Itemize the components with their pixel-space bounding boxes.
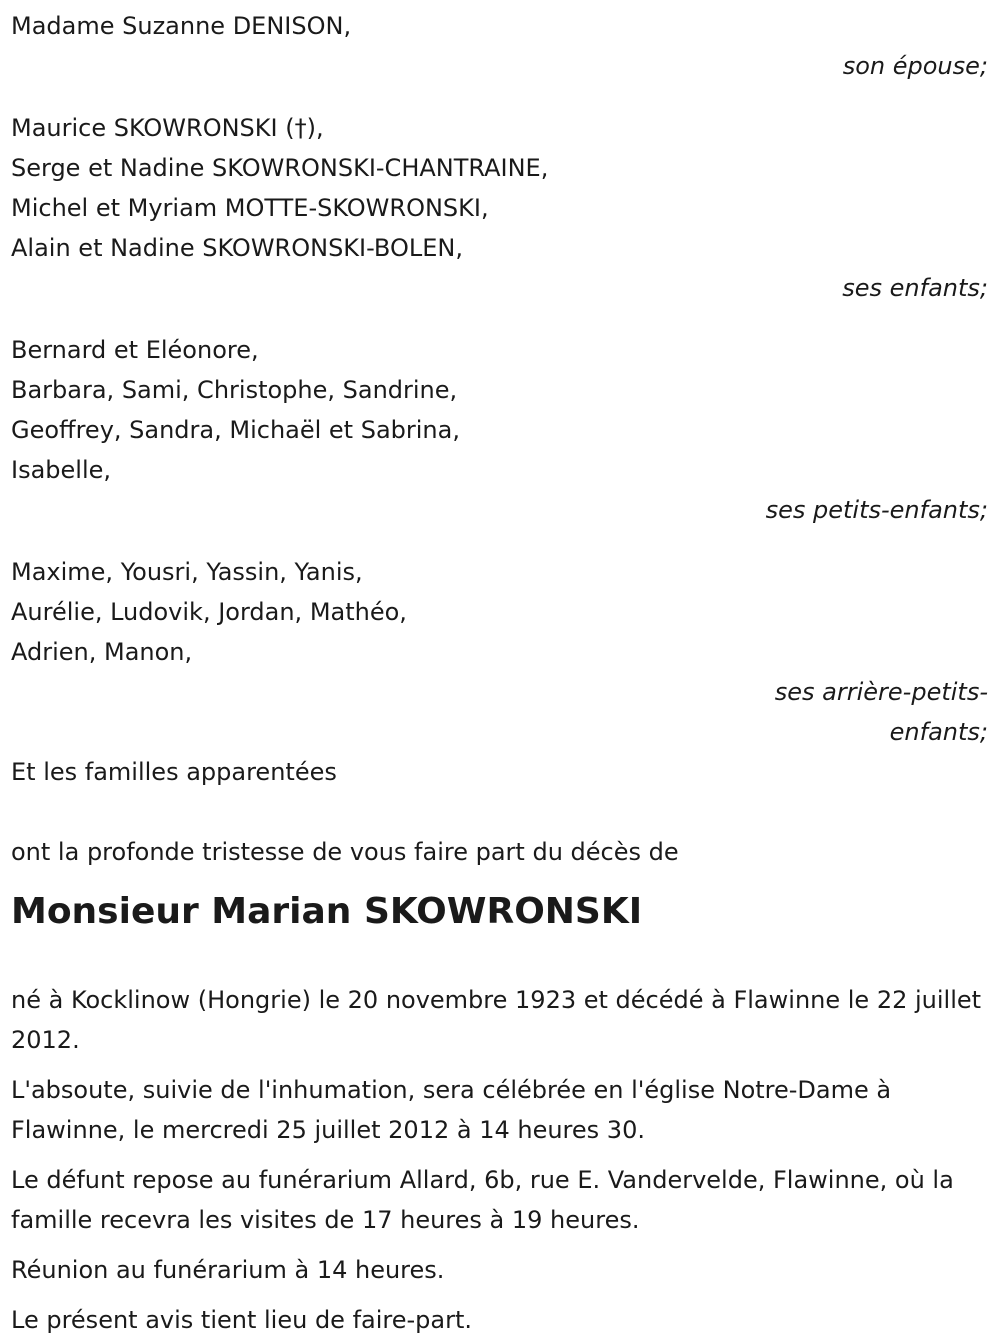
deceased-name: Monsieur Marian SKOWRONSKI — [11, 891, 643, 932]
child-line: Michel et Myriam MOTTE-SKOWRONSKI, — [11, 194, 489, 222]
great-grandchild-line: Adrien, Manon, — [11, 638, 193, 666]
spouse-role: son épouse; — [842, 52, 988, 80]
spouse-line: Madame Suzanne DENISON, — [11, 12, 352, 40]
spouse-group — [11, 6, 990, 86]
grandchild-line: Barbara, Sami, Christophe, Sandrine, — [11, 376, 458, 404]
grandchild-line: Isabelle, — [11, 456, 112, 484]
funeral-home-paragraph: Le défunt repose au funérarium Allard, 6b, rue E. Vandervelde, Flawinne, où la famille recevra les visites de 17 heures à 19 heures. — [11, 1166, 954, 1234]
announcement-line: ont la profonde tristesse de vous faire part du décès de — [11, 838, 679, 866]
great-grandchild-line: Maxime, Yousri, Yassin, Yanis, — [11, 558, 363, 586]
child-line: Maurice SKOWRONSKI (†), — [11, 114, 324, 142]
birth-death-paragraph: né à Kocklinow (Hongrie) le 20 novembre 1923 et décédé à Flawinne le 22 juillet 2012. — [11, 986, 982, 1054]
child-line: Alain et Nadine SKOWRONSKI-BOLEN, — [11, 234, 463, 262]
great-grandchildren-role: ses arrière-petits- — [774, 678, 988, 706]
children-group — [11, 108, 990, 308]
meeting-paragraph: Réunion au funérarium à 14 heures. — [11, 1256, 445, 1284]
great-grandchildren-role: enfants; — [889, 718, 988, 746]
grandchildren-group — [11, 330, 990, 530]
details-section — [11, 980, 990, 1340]
child-line: Serge et Nadine SKOWRONSKI-CHANTRAINE, — [11, 154, 549, 182]
great-grandchild-line: Aurélie, Ludovik, Jordan, Mathéo, — [11, 598, 407, 626]
children-role: ses enfants; — [842, 274, 988, 302]
grandchild-line: Geoffrey, Sandra, Michaël et Sabrina, — [11, 416, 460, 444]
notice-paragraph: Le présent avis tient lieu de faire-part. — [11, 1306, 473, 1334]
grandchildren-role: ses petits-enfants; — [765, 496, 988, 524]
great-grandchildren-group — [11, 552, 990, 752]
ceremony-paragraph: L'absoute, suivie de l'inhumation, sera célébrée en l'église Notre-Dame à Flawinne, le mercredi 25 juillet 2012 à 14 heures 30. — [11, 1076, 892, 1144]
grandchild-line: Bernard et Eléonore, — [11, 336, 259, 364]
families-line: Et les familles apparentées — [11, 758, 337, 786]
